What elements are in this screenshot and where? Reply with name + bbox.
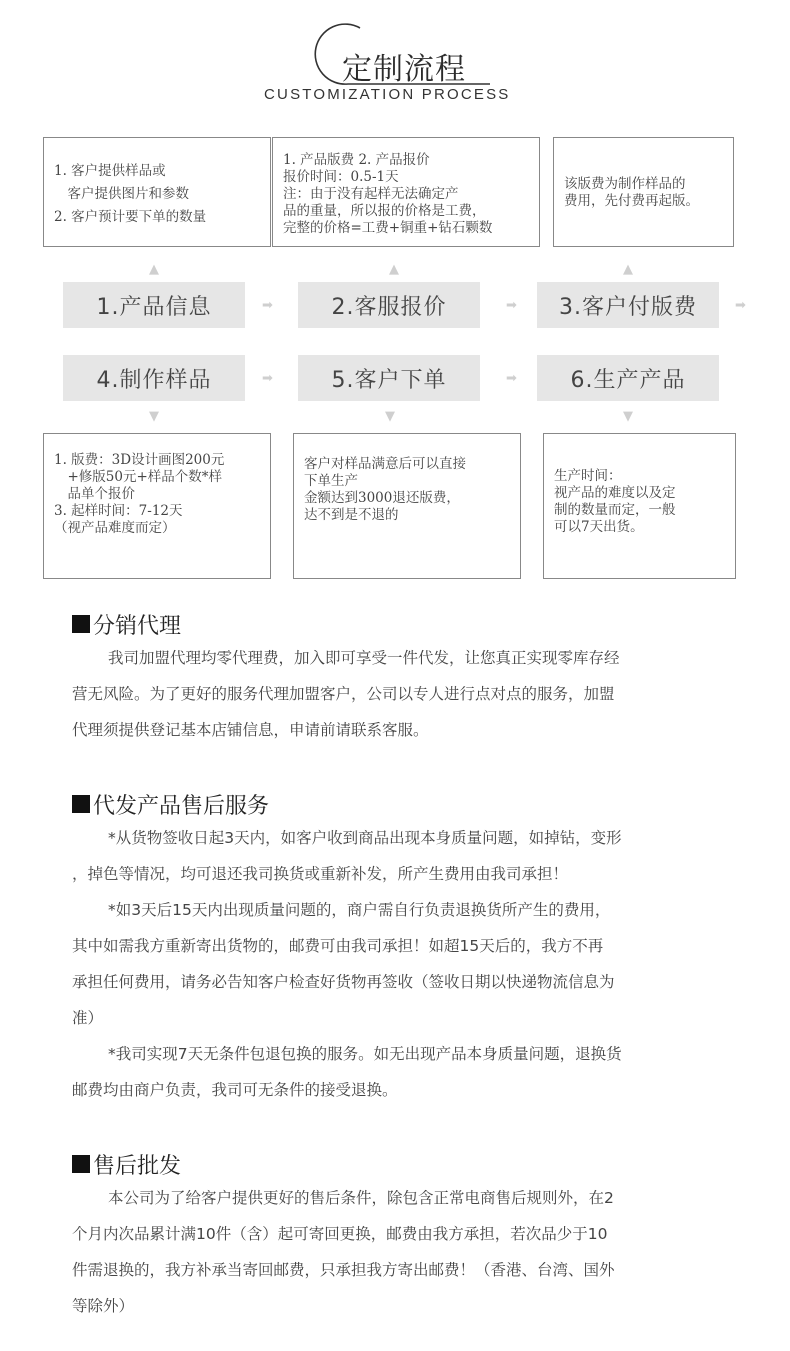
square-bullet-icon	[72, 1155, 90, 1173]
box-line: 完整的价格=工费+铜重+钻石颗数	[283, 220, 493, 236]
paragraph-line: 承担任何费用，请务必告知客户检查好货物再签收（签收日期以快递物流信息为	[72, 973, 615, 991]
paragraph-line: 准）	[72, 1009, 104, 1027]
section-title: 售后批发	[93, 1153, 182, 1179]
paragraph-line: 本公司为了给客户提供更好的售后条件，除包含正常电商售后规则外，在2	[108, 1189, 614, 1207]
paragraph-line: *从货物签收日起3天内，如客户收到商品出现本身质量问题，如掉钻，变形	[108, 829, 622, 847]
arrow-up-icon: ▲	[149, 262, 159, 277]
section-title: 代发产品售后服务	[93, 793, 270, 819]
arrow-down-icon: ▼	[149, 409, 159, 424]
paragraph-line: 件需退换的，我方补承当寄回邮费，只承担我方寄出邮费！（香港、台湾、国外	[72, 1261, 615, 1279]
box-line: 客户对样品满意后可以直接	[304, 456, 466, 472]
step-customer-order: 5.客户下单	[298, 355, 480, 401]
box-line: 2. 客户预计要下单的数量	[54, 209, 207, 225]
section-heading	[72, 786, 722, 822]
box-line: 下单生产	[304, 473, 358, 489]
box-line: 金额达到3000退还版费，	[304, 490, 460, 506]
info-box-step3	[553, 137, 734, 247]
arrow-right-icon: ➡	[506, 371, 517, 386]
box-line: 注：由于没有起样无法确定产	[283, 186, 459, 202]
info-box-step2	[272, 137, 540, 247]
paragraph-line: 代理须提供登记基本店铺信息，申请前请联系客服。	[72, 721, 429, 739]
box-line: 达不到是不退的	[304, 507, 399, 523]
section-after-sales-wholesale	[72, 1146, 722, 1324]
paragraph-line: *我司实现7天无条件包退包换的服务。如无出现产品本身质量问题，退换货	[108, 1045, 622, 1063]
section-dropship-after-sales	[72, 786, 722, 1108]
box-line: 品的重量，所以报的价格是工费，	[283, 203, 486, 219]
box-line: 3. 起样时间：7-12天	[54, 503, 183, 519]
step-make-sample: 4.制作样品	[63, 355, 245, 401]
arrow-up-icon: ▲	[623, 262, 633, 277]
paragraph-line: 其中如需我方重新寄出货物的，邮费可由我司承担！如超15天后的，我方不再	[72, 937, 604, 955]
paragraph-line: *如3天后15天内出现质量问题的，商户需自行负责退换货所产生的费用，	[108, 901, 611, 919]
square-bullet-icon	[72, 795, 90, 813]
arrow-right-icon: ➡	[506, 298, 517, 313]
section-heading	[72, 1146, 722, 1182]
paragraph-line: ，掉色等情况，均可退还我司换货或重新补发，所产生费用由我司承担！	[72, 865, 569, 883]
arrow-right-icon: ➡	[262, 298, 273, 313]
box-line: 1. 客户提供样品或	[54, 163, 166, 179]
info-box-step4	[43, 433, 271, 579]
section-paragraph	[72, 820, 722, 1108]
box-line: +修版50元+样品个数*样	[54, 469, 223, 485]
step-customer-pays-fee: 3.客户付版费	[537, 282, 719, 328]
box-line: 客户提供图片和参数	[54, 186, 189, 202]
box-line: 该版费为制作样品的	[564, 176, 686, 192]
page-subtitle: CUSTOMIZATION PROCESS	[264, 86, 511, 103]
paragraph-line: 营无风险。为了更好的服务代理加盟客户，公司以专人进行点对点的服务，加盟	[72, 685, 615, 703]
paragraph-line: 等除外）	[72, 1297, 135, 1315]
section-distribution-agent	[72, 606, 722, 748]
arrow-right-icon: ➡	[735, 298, 746, 313]
arrow-right-icon: ➡	[262, 371, 273, 386]
page-title: 定制流程	[342, 52, 466, 87]
box-line: 费用，先付费再起版。	[564, 193, 699, 209]
step-product-info: 1.产品信息	[63, 282, 245, 328]
box-line: 制的数量而定，一般	[554, 502, 676, 518]
box-line: 报价时间：0.5-1天	[283, 169, 399, 185]
step-service-quote: 2.客服报价	[298, 282, 480, 328]
info-box-step1	[43, 137, 271, 247]
process-header	[0, 0, 790, 110]
box-line: 1. 产品版费 2. 产品报价	[283, 152, 430, 168]
step-production: 6.生产产品	[537, 355, 719, 401]
box-line: （视产品难度而定）	[54, 520, 176, 536]
info-box-step5	[293, 433, 521, 579]
arrow-down-icon: ▼	[623, 409, 633, 424]
box-line: 生产时间：	[554, 468, 622, 484]
square-bullet-icon	[72, 615, 90, 633]
paragraph-line: 个月内次品累计满10件（含）起可寄回更换，邮费由我方承担，若次品少于10	[72, 1225, 608, 1243]
paragraph-line: 邮费均由商户负责，我司可无条件的接受退换。	[72, 1081, 398, 1099]
section-paragraph	[72, 1180, 722, 1324]
section-title: 分销代理	[93, 613, 182, 639]
box-line: 1. 版费：3D设计画图200元	[54, 452, 225, 468]
arrow-up-icon: ▲	[389, 262, 399, 277]
info-box-step6	[543, 433, 736, 579]
section-paragraph	[72, 640, 722, 748]
arrow-down-icon: ▼	[385, 409, 395, 424]
box-line: 品单个报价	[54, 486, 135, 502]
section-heading	[72, 606, 722, 642]
box-line: 视产品的难度以及定	[554, 485, 676, 501]
box-line: 可以7天出货。	[554, 519, 644, 535]
paragraph-line: 我司加盟代理均零代理费，加入即可享受一件代发，让您真正实现零库存经	[108, 649, 620, 667]
